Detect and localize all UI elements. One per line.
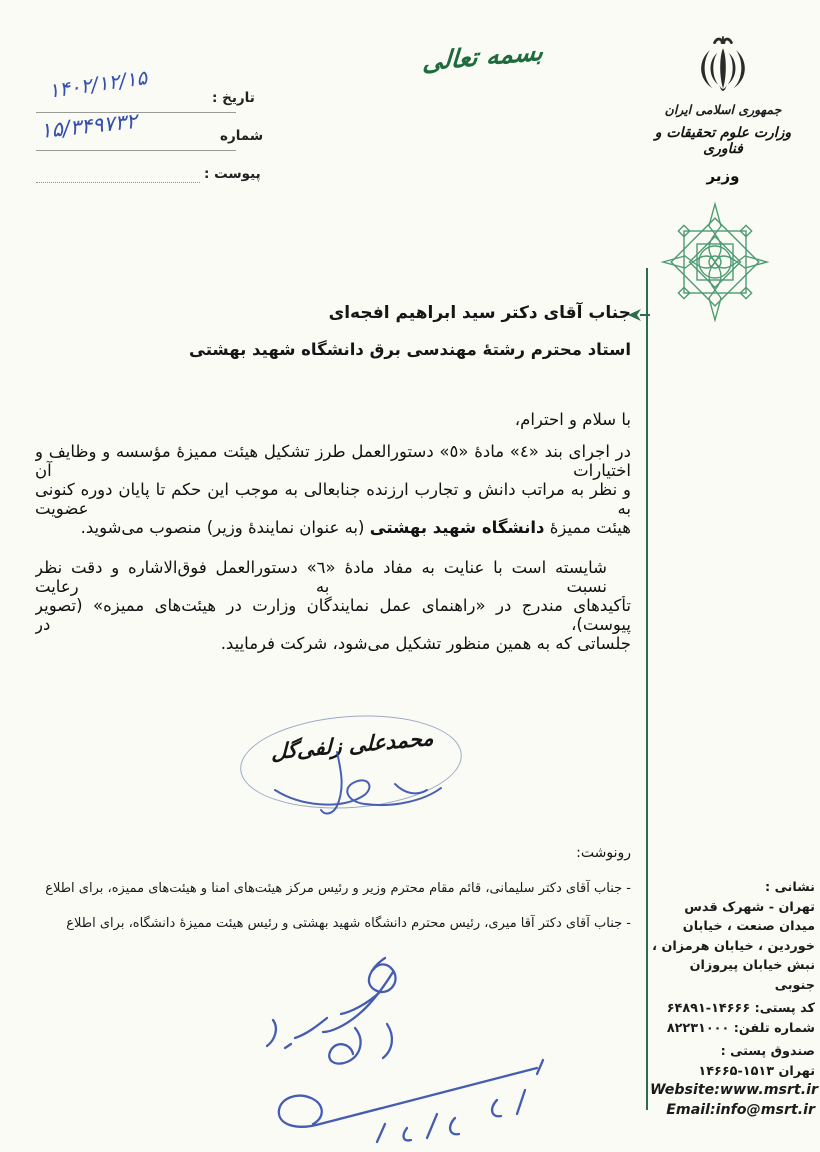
cc-item-2: - جناب آقای دکتر آقا میری، رئیس محترم دانشگاه شهید بهشتی و رئیس هیئت ممیزهٔ دانشگاه، برای اطلاع	[66, 916, 631, 931]
phone-number: شماره تلفن: ۸۲۲۳۱۰۰۰	[666, 1020, 815, 1036]
paragraph-2	[35, 558, 631, 672]
letterhead-ministry: وزارت علوم تحقیقات و فناوری	[654, 125, 792, 157]
address-line-3: خوردین ، خیابان هرمزان ،	[652, 938, 815, 954]
address-label: نشانی :	[765, 880, 815, 895]
paragraph-2-line-2: تأکیدهای مندرج در «راهنمای عمل نمایندگان وزارت در هیئت‌های ممیزه» (تصویر پیوست)، در	[35, 596, 631, 634]
cc-item-1: - جناب آقای دکتر سلیمانی، قائم مقام محترم وزیر و رئیس مرکز هیئت‌های امنا و هیئت‌های ممیزه، برای اطلاع	[45, 881, 631, 896]
date-label: تاریخ :	[212, 90, 255, 106]
footer-address	[650, 878, 818, 1120]
address-line-2: میدان صنعت ، خیابان	[682, 919, 815, 934]
cc-label: رونوشت:	[576, 845, 631, 861]
letterhead-minister-title: وزیر	[706, 167, 740, 185]
ornament-medallion-icon	[659, 200, 771, 322]
p1-l3-pre: هیئت ممیزهٔ	[544, 518, 631, 537]
p1-l3-post: (به عنوان نمایندهٔ وزیر) منصوب می‌شوید.	[80, 518, 370, 537]
recipient-title: استاد محترم رشتهٔ مهندسی برق دانشگاه شهید بهشتی	[189, 340, 631, 359]
besmele-calligraphy: بسمه تعالی	[421, 36, 545, 77]
p1-l3-university-bold: دانشگاه شهید بهشتی	[369, 518, 545, 537]
margin-rule	[646, 268, 648, 1110]
paragraph-1-line-3	[35, 518, 631, 556]
address-line-1: تهران - شهرک قدس	[684, 899, 815, 915]
iran-emblem-icon	[638, 34, 808, 96]
letterhead-country: جمهوری اسلامی ایران	[664, 102, 782, 117]
attachment-label: پیوست :	[204, 166, 261, 182]
paragraph-2-line-3: جلساتی که به همین منظور تشکیل می‌شود، شرکت فرمایید.	[220, 634, 631, 653]
signature-block	[235, 702, 470, 822]
number-underline	[36, 150, 236, 151]
signature-name: محمدعلی زلفی‌گل	[271, 724, 434, 765]
paragraph-2-line-1: شایسته است با عنایت به مفاد مادهٔ «٦» دستورالعمل فوق‌الاشاره و دقت نظر نسبت به رعایت	[35, 558, 607, 596]
handwritten-annotation-icon	[145, 928, 570, 1146]
email-address: Email:info@msrt.ir	[666, 1101, 815, 1118]
salutation: با سلام و احترام،	[514, 410, 631, 429]
paragraph-1-line-2: و نظر به مراتب دانش و تجارب ارزنده جنابعالی به موجب این حکم تا پایان دوره کنونی به عضویت	[35, 480, 631, 518]
website-url: Website:www.msrt.ir	[650, 1082, 818, 1098]
address-line-4: نبش خیابان پیروزان جنوبی	[689, 958, 815, 993]
date-handwritten-value: ۱۴۰۲/۱۲/۱۵	[46, 65, 149, 103]
letterhead	[638, 34, 808, 185]
pobox-value: تهران ۱۵۱۳-۱۴۶۶۵	[698, 1063, 815, 1079]
paragraph-1-line-1: در اجرای بند «٤» مادهٔ «٥» دستورالعمل طرز تشکیل هیئت ممیزهٔ مؤسسه و وظایف و اختیارات آن	[35, 442, 631, 480]
pobox-label: صندوق پستی :	[720, 1044, 815, 1059]
postal-code: کد پستی: ۱۴۶۶۶-۶۴۸۹۱	[666, 1001, 815, 1016]
number-handwritten-value: ۱۵/۳۴۹۷۳۲	[39, 108, 139, 144]
paragraph-1	[35, 442, 631, 556]
attachment-underline	[36, 182, 200, 183]
recipient-name: جناب آقای دکتر سید ابراهیم افجه‌ای	[328, 303, 631, 323]
signature-scribble-icon	[245, 742, 460, 822]
number-label: شماره	[220, 128, 264, 144]
